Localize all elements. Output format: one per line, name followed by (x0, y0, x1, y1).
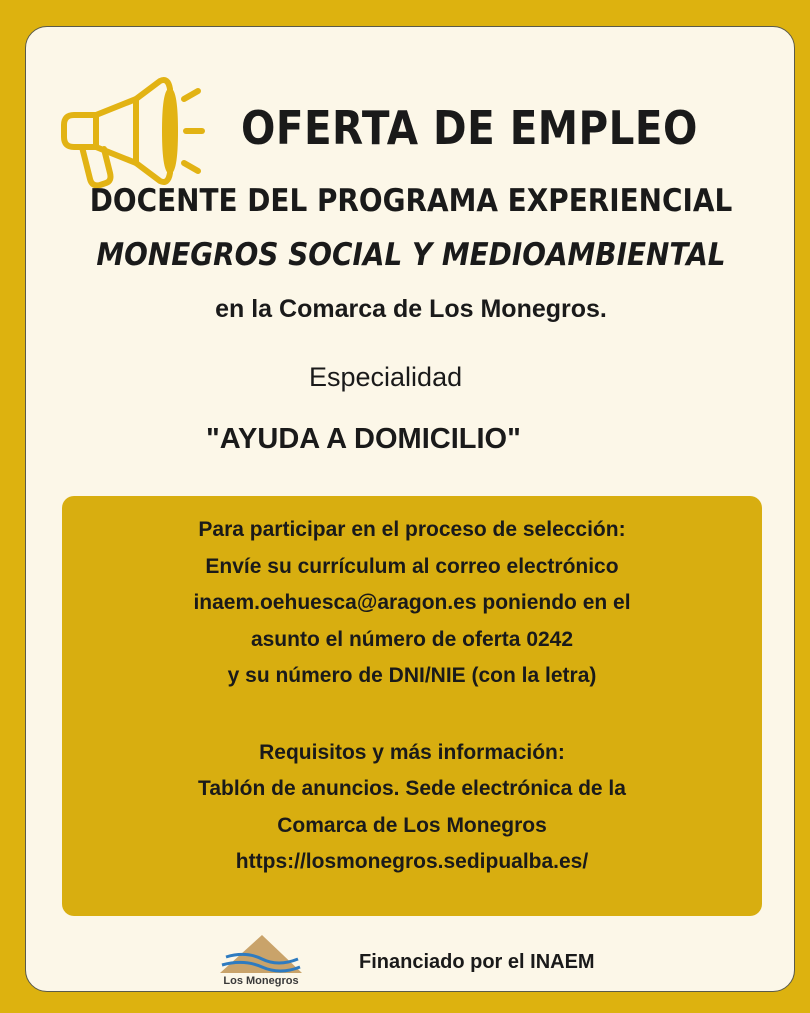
poster-card (25, 26, 795, 992)
info-line: Comarca de Los Monegros (277, 813, 547, 837)
logo-text: Los Monegros (223, 975, 299, 987)
info-line: Para participar en el proceso de selección: (198, 518, 626, 541)
region-text: en la Comarca de Los Monegros. (215, 295, 607, 323)
info-line: Tablón de anuncios. Sede electrónica de la (198, 777, 626, 800)
specialty-label: Especialidad (309, 362, 463, 392)
megaphone-icon (56, 69, 206, 199)
info-line: asunto el número de oferta 0242 (250, 627, 574, 651)
page-title: OFERTA DE EMPLEO (241, 101, 698, 155)
info-line: Envíe su currículum al correo electrónico (205, 554, 619, 578)
email-text: inaem.oehuesca@aragon.es poniendo en el (193, 591, 631, 614)
funding-text: Financiado por el INAEM (359, 951, 595, 973)
specialty-value: "AYUDA A DOMICILIO" (206, 423, 521, 455)
info-line: Requisitos y más información: (259, 740, 565, 764)
info-box (62, 496, 762, 916)
website-url: https://losmonegros.sedipualba.es/ (235, 850, 589, 873)
program-title: DOCENTE DEL PROGRAMA EXPERIENCIAL (89, 183, 733, 219)
program-name: MONEGROS SOCIAL Y MEDIOAMBIENTAL (96, 237, 726, 273)
info-line: y su número de DNI/NIE (con la letra) (227, 664, 597, 687)
